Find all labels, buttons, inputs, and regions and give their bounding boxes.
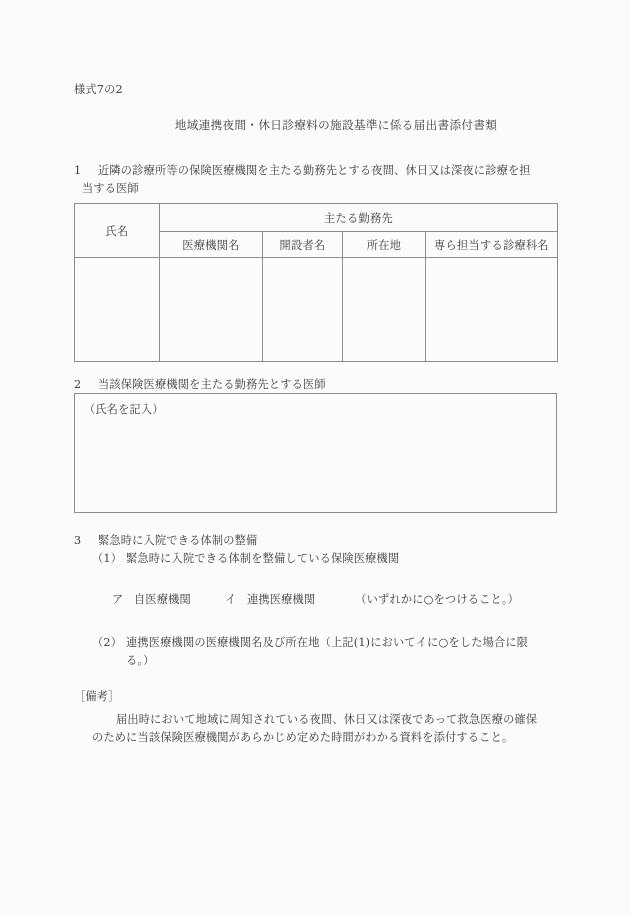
table-header-owner-name: 開設者名 (263, 232, 343, 258)
remarks-text-line-1: 届出時において地域に周知されている夜間、休日又は深夜であって救急医療の確保 (116, 713, 538, 727)
staff-table (74, 203, 558, 362)
table-cell-address[interactable] (343, 258, 426, 362)
table-header-row-main (75, 204, 558, 232)
remarks-text-line-2: のために当該保険医療機関があらかじめ定めた時間がわかる資料を添付すること。 (92, 731, 514, 745)
table-header-address: 所在地 (343, 232, 426, 258)
table-cell-name[interactable] (75, 258, 160, 362)
section-1-text-line-1: 近隣の診療所等の保険医療機関を主たる勤務先とする夜間、休日又は深夜に診療を担 (98, 164, 531, 177)
remarks-label: ［備考］ (74, 690, 120, 703)
section-1-number: 1 (74, 164, 82, 177)
staff-table-header (75, 204, 558, 258)
table-header-workplace: 主たる勤務先 (160, 204, 558, 232)
table-row (75, 258, 558, 362)
form-number: 様式7の2 (74, 83, 123, 96)
choice-b-key[interactable]: イ (224, 593, 237, 606)
section-3-heading (74, 532, 566, 550)
section-3-item-2-label: （2） (92, 636, 123, 649)
table-cell-owner[interactable] (263, 258, 343, 362)
section-3-item-2-text-line-2: る。） (126, 654, 155, 668)
section-3-item-2-first-line (74, 634, 566, 652)
section-3 (74, 532, 566, 568)
section-3-item-1-text: 緊急時に入院できる体制を整備している保険医療機関 (126, 552, 400, 566)
name-entry-placeholder: （氏名を記入） (84, 403, 164, 416)
section-3-item-2-text-line-1: 連携医療機関の医療機関名及び所在地（上記(1)においてイに○をした場合に限 (126, 636, 529, 649)
choice-b-label[interactable]: 連携医療機関 (246, 593, 316, 606)
section-2 (74, 376, 566, 394)
section-2-heading (74, 376, 566, 394)
section-3-number: 3 (74, 534, 82, 547)
table-cell-institution[interactable] (160, 258, 263, 362)
section-3-text: 緊急時に入院できる体制の整備 (98, 534, 258, 547)
remarks-section (74, 688, 566, 747)
section-3-item-1-label: （1） (92, 552, 123, 566)
section-3-item-2 (74, 634, 566, 670)
section-1 (74, 162, 566, 198)
choice-a-key[interactable]: ア (112, 593, 124, 606)
section-3-choice-row (74, 591, 566, 608)
document-title: 地域連携夜間・休日診療料の施設基準に係る届出書添付書類 (174, 118, 498, 132)
choice-instruction-note: （いずれかに○をつけること。） (355, 593, 520, 606)
choice-a-label[interactable]: 自医療機関 (134, 593, 191, 606)
table-header-institution-name: 医療機関名 (160, 232, 263, 258)
section-1-text-line-2: 当する医師 (82, 182, 139, 196)
table-header-name: 氏名 (75, 204, 160, 258)
table-header-department: 専ら担当する診療科名 (426, 232, 558, 258)
table-cell-department[interactable] (426, 258, 558, 362)
name-entry-box[interactable] (74, 393, 557, 513)
section-3-item-1 (74, 550, 566, 568)
staff-table-body (75, 258, 558, 362)
section-2-text: 当該保険医療機関を主たる勤務先とする医師 (98, 378, 326, 391)
section-2-number: 2 (74, 378, 82, 391)
section-1-heading (74, 162, 566, 180)
